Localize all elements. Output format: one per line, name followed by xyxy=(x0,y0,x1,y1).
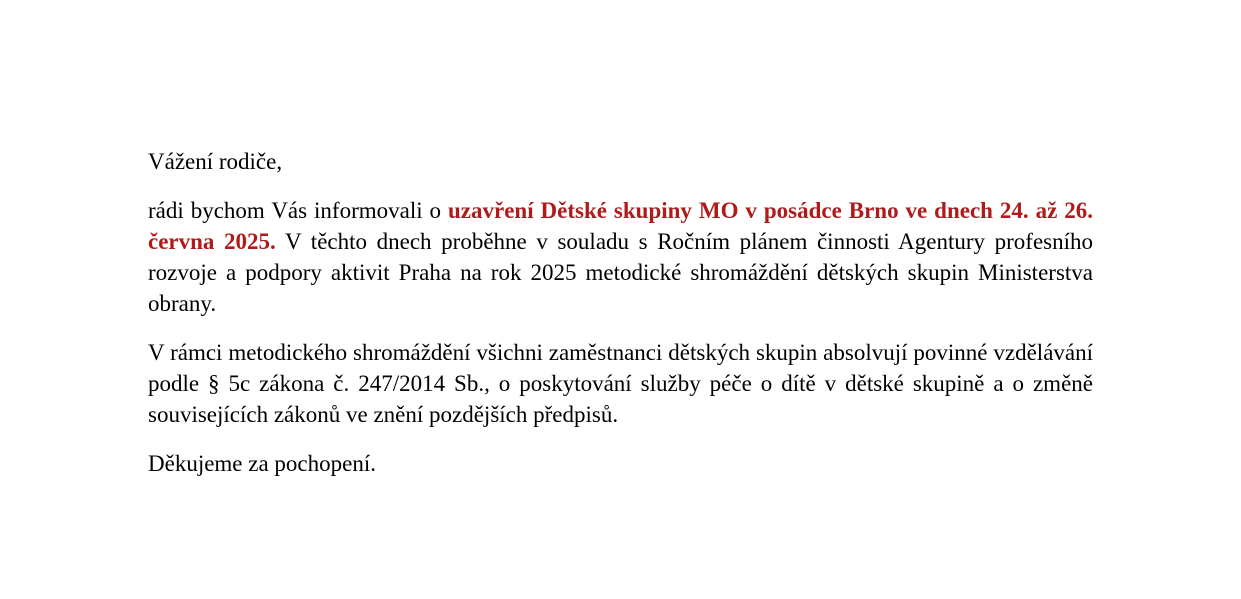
letter-body xyxy=(148,146,1093,479)
closure-dates-highlight: uzavření Dětské skupiny MO v posádce Brno ve dnech 24. až 26. června 2025. xyxy=(148,198,1093,254)
closing-line: Děkujeme za pochopení. xyxy=(148,451,376,476)
closure-intro-text: rádi bychom Vás informovali o xyxy=(148,198,448,223)
paragraph-closure-notice xyxy=(148,195,1093,319)
paragraph-training-info: V rámci metodického shromáždění všichni zaměstnanci dětských skupin absolvují povinné vzdělávání podle § 5c zákona č. 247/2014 Sb., o poskytování služby péče o dítě v dětské skupině a o změně souvisejících zákonů ve znění pozdějších předpisů. xyxy=(148,340,1093,427)
greeting: Vážení rodiče, xyxy=(148,149,283,174)
closure-reason-text: V těchto dnech proběhne v souladu s Ročním plánem činnosti Agentury profesního rozvoje a podpory aktivit Praha na rok 2025 metodické shromáždění dětských skupin Ministerstva obrany. xyxy=(148,229,1094,316)
